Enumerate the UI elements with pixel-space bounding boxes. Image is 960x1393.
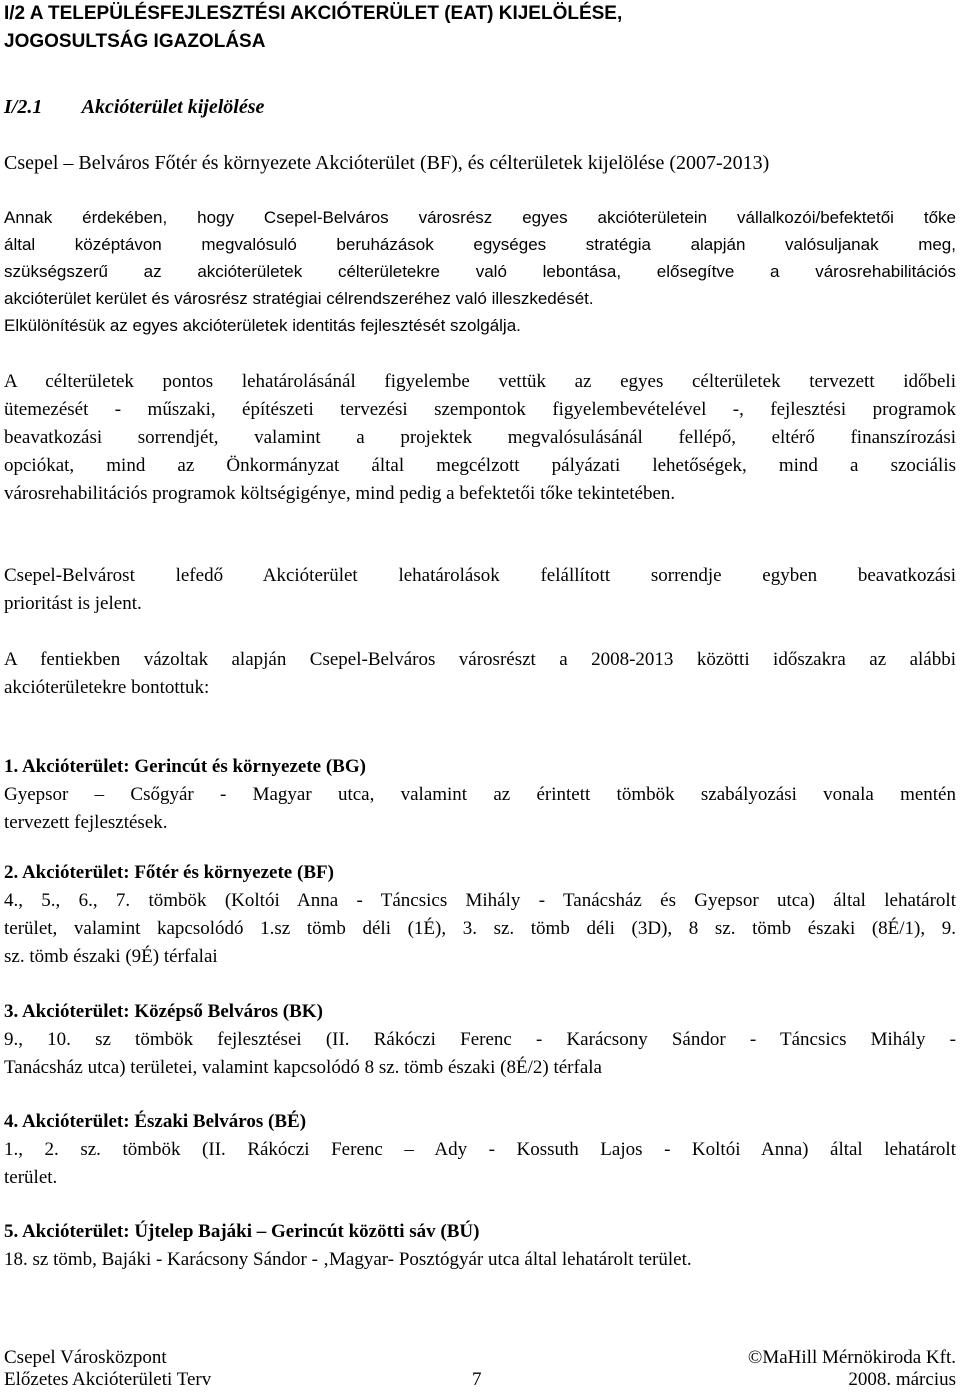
para3-line-2: prioritást is jelent. xyxy=(4,593,142,614)
para3-line-1: Csepel-Belvárost lefedő Akcióterület lehatárolások felállított sorrendje egyben beavatkozási xyxy=(4,565,956,586)
area-4-line-2: terület. xyxy=(4,1167,58,1188)
area-5-line-1: 18. sz tömb, Bajáki - Karácsony Sándor - ‚Magyar- Posztógyár utca által lehatárolt terület. xyxy=(4,1249,692,1270)
area-1-title: 1. Akcióterület: Gerincút és környezete (BG) xyxy=(4,756,366,777)
para2-line-2: ütemezését - műszaki, építészeti tervezési szempontok figyelembevételével -, fejlesztési programok xyxy=(4,399,956,420)
footer-project-name: Csepel Városközpont xyxy=(4,1347,167,1368)
para1-line-4: akcióterület kerület és városrész stratégiai célrendszeréhez való illeszkedését. xyxy=(4,289,594,308)
footer-row-2 xyxy=(4,1366,956,1393)
area-4-line-1: 1., 2. sz. tömbök (II. Rákóczi Ferenc – Ady - Kossuth Lajos - Koltói Anna) által lehatárolt xyxy=(4,1139,956,1160)
subheading xyxy=(4,94,956,121)
para1-line-5: Elkülönítésük az egyes akcióterületek identitás fejlesztését szolgálja. xyxy=(4,316,521,335)
main-heading-line-1: I/2 A TELEPÜLÉSFEJLESZTÉSI AKCIÓTERÜLET (EAT) KIJELÖLÉSE, xyxy=(4,3,623,24)
area-5-title: 5. Akcióterület: Újtelep Bajáki – Gerincút közötti sáv (BÚ) xyxy=(4,1221,480,1242)
para4-line-2: akcióterületekre bontottuk: xyxy=(4,677,210,698)
footer-page-number: 7 xyxy=(472,1369,482,1390)
para2-line-1: A célterületek pontos lehatárolásánál figyelembe vettük az egyes célterületek tervezett időbeli xyxy=(4,371,956,392)
subheading-number: I/2.1 xyxy=(4,96,43,118)
footer-document-title: Előzetes Akcióterületi Terv xyxy=(4,1369,212,1390)
para4-line-1: A fentiekben vázoltak alapján Csepel-Belváros városrészt a 2008-2013 közötti időszakra az alábbi xyxy=(4,649,956,670)
area-2-line-3: sz. tömb északi (9É) térfalai xyxy=(4,946,218,967)
area-2-line-1: 4., 5., 6., 7. tömbök (Koltói Anna - Táncsics Mihály - Tanácsház és Gyepsor utca) által lehatárolt xyxy=(4,890,956,911)
area-3-line-1: 9., 10. sz tömbök fejlesztései (II. Rákóczi Ferenc - Karácsony Sándor - Táncsics Mihály - xyxy=(4,1029,956,1050)
area-1-line-1: Gyepsor – Csőgyár - Magyar utca, valamint az érintett tömbök szabályozási vonala mentén xyxy=(4,784,956,805)
para1-line-3: szükségszerű az akcióterületek célterületekre való lebontása, elősegítve a városrehabilitációs xyxy=(4,262,956,281)
section-title: Csepel – Belváros Főtér és környezete Akcióterület (BF), és célterületek kijelölése (2007-2013) xyxy=(4,152,770,174)
main-heading-line-2: JOGOSULTSÁG IGAZOLÁSA xyxy=(4,31,266,52)
area-3-title: 3. Akcióterület: Középső Belváros (BK) xyxy=(4,1001,323,1022)
area-2-line-2: terület, valamint kapcsolódó 1.sz tömb déli (1É), 3. sz. tömb déli (3D), 8 sz. tömb északi (8É/1), 9. xyxy=(4,918,956,939)
area-1-line-2: tervezett fejlesztések. xyxy=(4,812,168,833)
subheading-title: Akcióterület kijelölése xyxy=(81,96,265,118)
footer-date: 2008. március xyxy=(848,1369,956,1390)
para1-line-1: Annak érdekében, hogy Csepel-Belváros városrész egyes akcióterületein vállalkozói/befektetői tőke xyxy=(4,208,956,227)
area-3-line-2: Tanácsház utca) területei, valamint kapcsolódó 8 sz. tömb északi (8É/2) térfala xyxy=(4,1057,602,1078)
para2-line-3: beavatkozási sorrendjét, valamint a projektek megvalósulásánál fellépő, eltérő finanszírozási xyxy=(4,427,956,448)
footer-copyright: ©MaHill Mérnökiroda Kft. xyxy=(747,1347,956,1368)
area-2-title: 2. Akcióterület: Főtér és környezete (BF) xyxy=(4,862,334,883)
para1-line-2: által középtávon megvalósuló beruházások egységes stratégia alapján valósuljanak meg, xyxy=(4,235,956,254)
para2-line-4: opciókat, mind az Önkormányzat által megcélzott pályázati lehetőségek, mind a szociális xyxy=(4,455,956,476)
para2-line-5: városrehabilitációs programok költségigénye, mind pedig a befektetői tőke tekintetében. xyxy=(4,483,676,504)
area-4-title: 4. Akcióterület: Északi Belváros (BÉ) xyxy=(4,1111,307,1132)
